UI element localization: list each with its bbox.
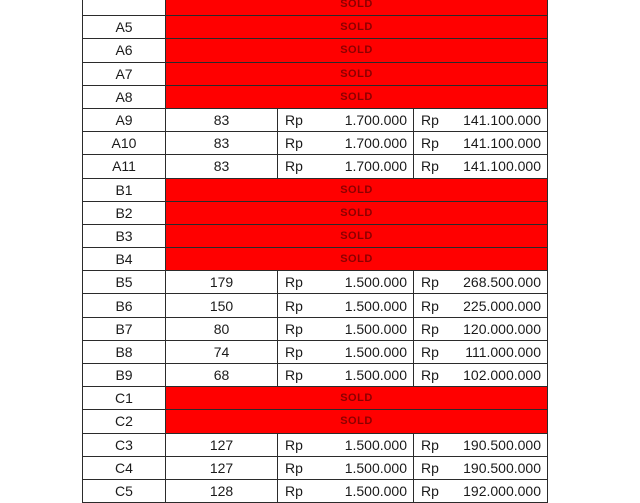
currency-label: Rp — [414, 340, 444, 363]
price-per-m2-cell: 1.500.000 — [308, 479, 414, 502]
lot-cell: A9 — [83, 108, 166, 131]
lot-cell — [83, 0, 166, 16]
lot-cell: A6 — [83, 39, 166, 62]
currency-label: Rp — [414, 108, 444, 131]
sold-badge: SOLD — [166, 248, 548, 271]
table-row — [83, 132, 548, 155]
table-row — [83, 456, 548, 479]
table-row — [83, 62, 548, 85]
sold-badge: SOLD — [166, 178, 548, 201]
sold-badge: SOLD — [166, 201, 548, 224]
table-row — [83, 224, 548, 247]
table-row — [83, 364, 548, 387]
table-row — [83, 340, 548, 363]
sold-badge: SOLD — [166, 224, 548, 247]
area-cell: 68 — [166, 364, 278, 387]
sold-badge: SOLD — [166, 387, 548, 410]
price-per-m2-cell: 1.500.000 — [308, 340, 414, 363]
total-price-cell: 120.000.000 — [444, 317, 548, 340]
currency-label: Rp — [414, 364, 444, 387]
currency-label: Rp — [414, 317, 444, 340]
currency-label: Rp — [278, 433, 308, 456]
price-per-m2-cell: 1.700.000 — [308, 132, 414, 155]
price-per-m2-cell: 1.700.000 — [308, 155, 414, 178]
currency-label: Rp — [278, 479, 308, 502]
total-price-cell: 190.500.000 — [444, 456, 548, 479]
lot-cell: B1 — [83, 178, 166, 201]
table-row — [83, 39, 548, 62]
lot-cell: A5 — [83, 16, 166, 39]
price-per-m2-cell: 1.700.000 — [308, 108, 414, 131]
lot-cell: C3 — [83, 433, 166, 456]
lot-cell: C5 — [83, 479, 166, 502]
currency-label: Rp — [278, 108, 308, 131]
price-per-m2-cell: 1.500.000 — [308, 294, 414, 317]
area-cell: 74 — [166, 340, 278, 363]
price-per-m2-cell: 1.500.000 — [308, 317, 414, 340]
table-row — [83, 387, 548, 410]
lot-cell: B7 — [83, 317, 166, 340]
lot-cell: C2 — [83, 410, 166, 433]
currency-label: Rp — [414, 271, 444, 294]
total-price-cell: 102.000.000 — [444, 364, 548, 387]
area-cell: 150 — [166, 294, 278, 317]
currency-label: Rp — [278, 340, 308, 363]
currency-label: Rp — [414, 132, 444, 155]
lot-cell: B9 — [83, 364, 166, 387]
price-list-body — [83, 0, 548, 503]
table-row — [83, 108, 548, 131]
lot-cell: B3 — [83, 224, 166, 247]
currency-label: Rp — [278, 132, 308, 155]
total-price-cell: 192.000.000 — [444, 479, 548, 502]
area-cell: 127 — [166, 456, 278, 479]
area-cell: 80 — [166, 317, 278, 340]
price-per-m2-cell: 1.500.000 — [308, 456, 414, 479]
total-price-cell: 141.100.000 — [444, 132, 548, 155]
table-row — [83, 317, 548, 340]
currency-label: Rp — [414, 155, 444, 178]
currency-label: Rp — [278, 317, 308, 340]
sold-badge: SOLD — [166, 16, 548, 39]
currency-label: Rp — [278, 155, 308, 178]
area-cell: 128 — [166, 479, 278, 502]
table-row — [83, 410, 548, 433]
total-price-cell: 141.100.000 — [444, 155, 548, 178]
lot-cell: B4 — [83, 248, 166, 271]
lot-cell: B2 — [83, 201, 166, 224]
lot-cell: B5 — [83, 271, 166, 294]
price-per-m2-cell: 1.500.000 — [308, 433, 414, 456]
currency-label: Rp — [414, 479, 444, 502]
table-row — [83, 433, 548, 456]
area-cell: 83 — [166, 132, 278, 155]
table-row — [83, 248, 548, 271]
total-price-cell: 141.100.000 — [444, 108, 548, 131]
area-cell: 83 — [166, 108, 278, 131]
currency-label: Rp — [278, 294, 308, 317]
table-row — [83, 271, 548, 294]
lot-cell: A10 — [83, 132, 166, 155]
currency-label: Rp — [414, 456, 444, 479]
table-row — [83, 16, 548, 39]
sold-badge: SOLD — [166, 85, 548, 108]
sold-badge: SOLD — [166, 39, 548, 62]
sold-badge: SOLD — [166, 62, 548, 85]
price-list-table — [82, 0, 548, 503]
currency-label: Rp — [414, 433, 444, 456]
area-cell: 83 — [166, 155, 278, 178]
lot-cell: A7 — [83, 62, 166, 85]
lot-cell: C4 — [83, 456, 166, 479]
total-price-cell: 111.000.000 — [444, 340, 548, 363]
currency-label: Rp — [414, 294, 444, 317]
total-price-cell: 190.500.000 — [444, 433, 548, 456]
area-cell: 179 — [166, 271, 278, 294]
lot-cell: B6 — [83, 294, 166, 317]
lot-cell: C1 — [83, 387, 166, 410]
table-row — [83, 479, 548, 502]
currency-label: Rp — [278, 271, 308, 294]
table-row — [83, 178, 548, 201]
price-per-m2-cell: 1.500.000 — [308, 364, 414, 387]
total-price-cell: 268.500.000 — [444, 271, 548, 294]
table-row — [83, 201, 548, 224]
total-price-cell: 225.000.000 — [444, 294, 548, 317]
table-row — [83, 85, 548, 108]
area-cell: 127 — [166, 433, 278, 456]
sold-badge: SOLD — [166, 410, 548, 433]
lot-cell: A8 — [83, 85, 166, 108]
table-row — [83, 155, 548, 178]
table-row — [83, 0, 548, 16]
price-per-m2-cell: 1.500.000 — [308, 271, 414, 294]
currency-label: Rp — [278, 364, 308, 387]
lot-cell: A11 — [83, 155, 166, 178]
table-row — [83, 294, 548, 317]
currency-label: Rp — [278, 456, 308, 479]
lot-cell: B8 — [83, 340, 166, 363]
sold-badge: SOLD — [166, 0, 548, 16]
